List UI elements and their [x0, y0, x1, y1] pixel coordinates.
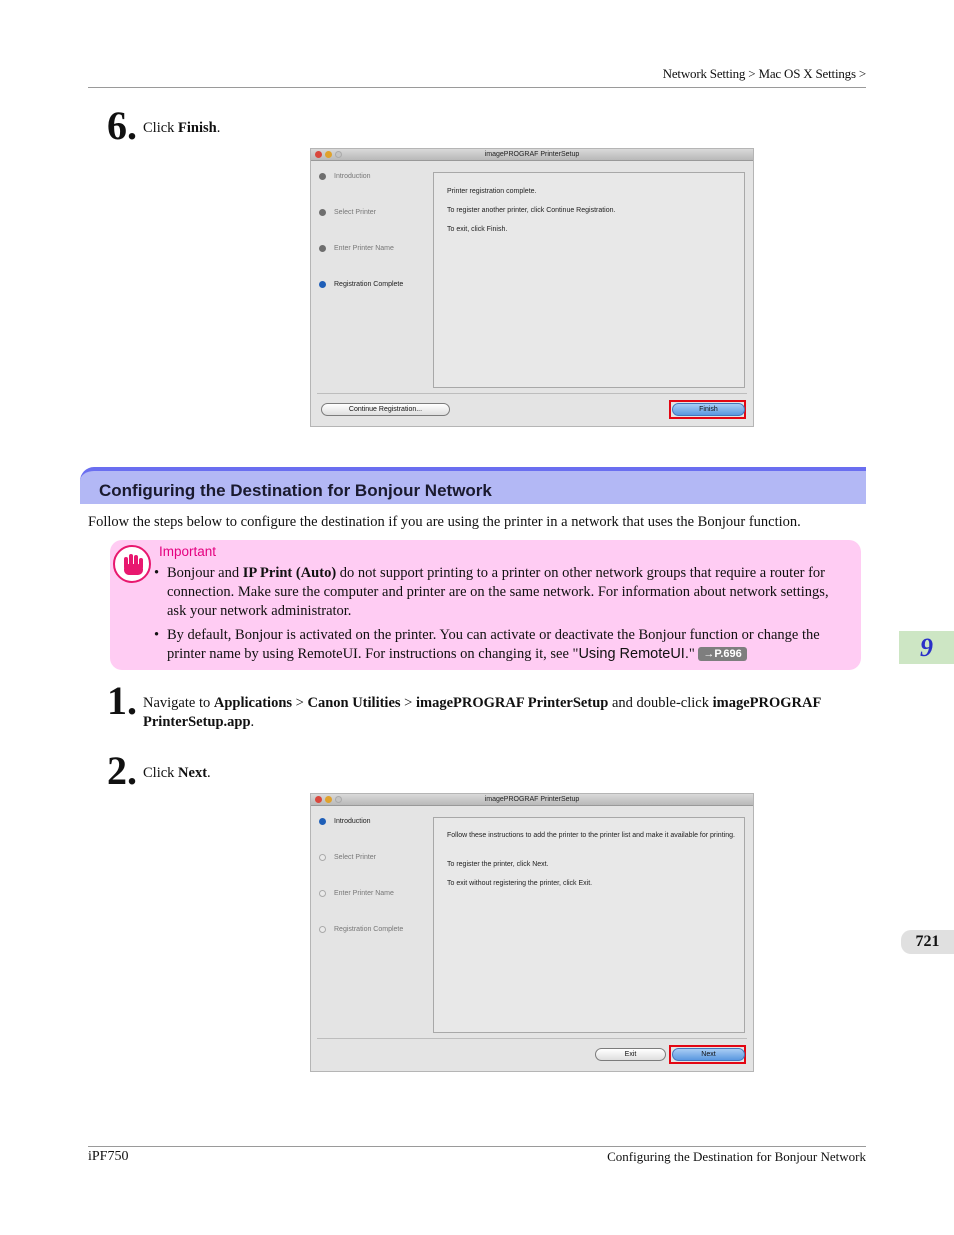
panel-line: To register the printer, click Next.	[447, 861, 549, 868]
step-1-part: >	[400, 695, 416, 711]
step-6-text	[143, 119, 220, 138]
using-remoteui-link[interactable]: Using RemoteUI.	[578, 646, 689, 662]
step-6-number: 6.	[107, 103, 137, 148]
step-2-bold: Next	[178, 765, 208, 781]
important-note	[110, 540, 861, 670]
window-title: imagePROGRAF PrinterSetup	[484, 151, 580, 158]
setup-steps	[319, 173, 403, 317]
footer-model: iPF750	[88, 1149, 129, 1164]
content-panel	[433, 172, 745, 388]
step-item	[319, 854, 403, 890]
step-6-suffix: .	[216, 120, 221, 136]
zoom-icon[interactable]	[335, 796, 342, 803]
bullet-text: do not support printing to a printer on other network groups that require a router for connection. Make sure the computer and printer are on the same network. For information about network settings, ask your network administrator.	[167, 565, 829, 619]
next-button[interactable]: Next	[672, 1048, 745, 1061]
important-bullet	[154, 564, 850, 621]
important-bullet	[154, 626, 850, 664]
step-1-part: Navigate to	[143, 695, 214, 711]
step-2-suffix: .	[207, 765, 211, 781]
step-1-bold: Applications	[213, 695, 293, 711]
content-panel	[433, 817, 745, 1033]
section-title: Configuring the Destination for Bonjour Network	[99, 481, 492, 500]
breadcrumb: Network Setting > Mac OS X Settings >	[662, 66, 866, 81]
zoom-icon[interactable]	[335, 151, 342, 158]
step-item-current	[319, 818, 403, 854]
step-item	[319, 890, 403, 926]
step-1-part: and double-click	[608, 695, 713, 711]
window-title: imagePROGRAF PrinterSetup	[484, 796, 580, 803]
section-header	[80, 467, 866, 504]
step-1-text	[143, 694, 853, 732]
step-label: Introduction	[334, 173, 371, 180]
panel-line: Printer registration complete.	[447, 188, 537, 195]
footer-rule	[88, 1146, 866, 1147]
exit-button[interactable]: Exit	[595, 1048, 666, 1061]
printer-setup-window-finish	[310, 148, 754, 427]
step-item	[319, 245, 403, 281]
finish-button[interactable]: Finish	[672, 403, 745, 416]
step-pending-icon	[319, 926, 326, 933]
chapter-tab[interactable]: 9	[899, 631, 954, 664]
step-label: Introduction	[334, 818, 371, 825]
window-titlebar	[311, 149, 753, 161]
step-item	[319, 209, 403, 245]
printer-setup-window-next	[310, 793, 754, 1072]
panel-line: To exit, click Finish.	[447, 226, 508, 233]
step-6-prefix: Click	[143, 120, 179, 136]
step-label: Registration Complete	[334, 926, 404, 933]
step-2-number: 2.	[107, 748, 137, 793]
step-label: Select Printer	[334, 854, 377, 861]
step-label: Enter Printer Name	[334, 890, 394, 897]
bullet-mark: •	[154, 565, 160, 581]
footer-section-title: Configuring the Destination for Bonjour Network	[607, 1149, 866, 1164]
minimize-icon[interactable]	[325, 151, 332, 158]
step-item-current	[319, 281, 403, 317]
section-intro: Follow the steps below to configure the destination if you are using the printer in a network that uses the Bonjour function.	[88, 514, 801, 530]
header-rule	[88, 87, 866, 88]
step-1-bold: imagePROGRAF PrinterSetup.app	[143, 695, 821, 730]
stop-hand-icon	[113, 545, 151, 583]
bullet-text: "	[688, 646, 699, 662]
bullet-bold: IP Print (Auto)	[242, 565, 337, 581]
panel-line: Follow these instructions to add the printer to the printer list and make it available for printing.	[447, 832, 735, 839]
step-2-prefix: Click	[143, 765, 179, 781]
window-separator	[317, 1038, 747, 1039]
bullet-text: By default, Bonjour is activated on the printer. You can activate or deactivate the Bonjour function or change the printer name by using RemoteUI. For instructions on changing it, see "	[167, 627, 820, 662]
step-pending-icon	[319, 890, 326, 897]
bullet-mark: •	[154, 627, 160, 643]
step-2-text	[143, 764, 211, 783]
step-label: Registration Complete	[334, 281, 404, 288]
close-icon[interactable]	[315, 151, 322, 158]
important-title: Important	[159, 544, 217, 559]
step-pending-icon	[319, 854, 326, 861]
bullet-text: Bonjour and	[167, 565, 243, 581]
step-6-bold: Finish	[178, 120, 217, 136]
window-separator	[317, 393, 747, 394]
step-1-part: >	[292, 695, 308, 711]
step-done-icon	[319, 209, 326, 216]
step-item	[319, 173, 403, 209]
minimize-icon[interactable]	[325, 796, 332, 803]
step-1-part: .	[250, 714, 255, 730]
step-label: Select Printer	[334, 209, 377, 216]
page-number-tab: 721	[901, 930, 954, 954]
step-done-icon	[319, 245, 326, 252]
step-1-number: 1.	[107, 678, 137, 723]
step-item	[319, 926, 403, 962]
step-1-bold: Canon Utilities	[307, 695, 401, 711]
window-titlebar	[311, 794, 753, 806]
setup-steps	[319, 818, 403, 962]
step-1-bold: imagePROGRAF PrinterSetup	[415, 695, 609, 711]
step-done-icon	[319, 173, 326, 180]
step-current-icon	[319, 818, 326, 825]
continue-registration-button[interactable]: Continue Registration...	[321, 403, 450, 416]
panel-line: To register another printer, click Continue Registration.	[447, 207, 616, 214]
step-current-icon	[319, 281, 326, 288]
close-icon[interactable]	[315, 796, 322, 803]
step-label: Enter Printer Name	[334, 245, 394, 252]
page-reference-badge[interactable]: →P.696	[698, 647, 746, 661]
panel-line: To exit without registering the printer, click Exit.	[447, 880, 593, 887]
